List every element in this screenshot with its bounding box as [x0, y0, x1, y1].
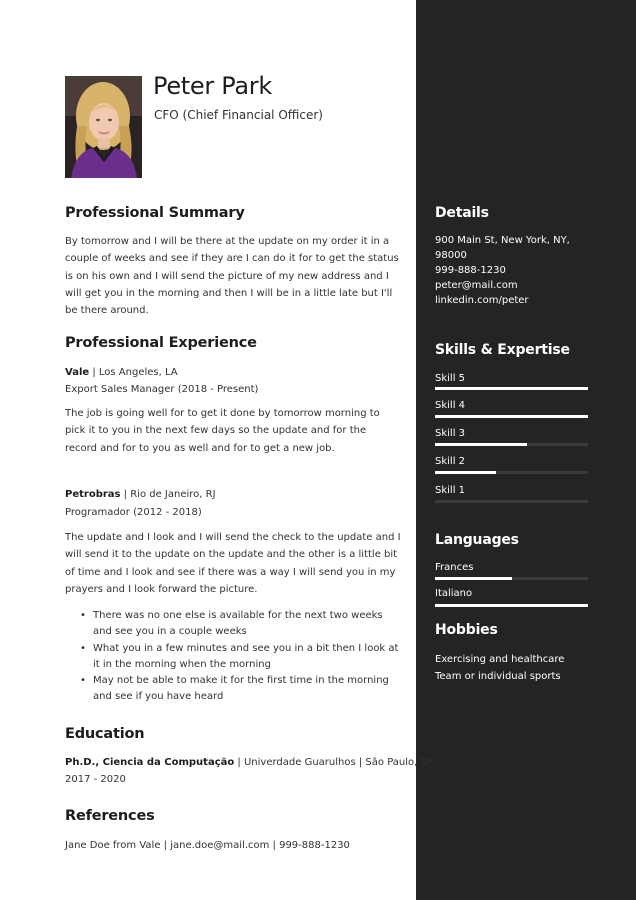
job-1-separator: |	[89, 367, 99, 378]
hobby-item: Team or individual sports	[435, 671, 561, 682]
skill-bar	[435, 500, 588, 503]
details-email[interactable]: peter@mail.com	[435, 280, 518, 291]
job-2-bullet: • May not be able to make it for the first time in the morning and see if you have heard	[80, 673, 402, 706]
language-bar	[435, 577, 588, 580]
job-2-location: Rio de Janeiro, RJ	[130, 489, 216, 500]
language-label: Frances	[435, 562, 474, 573]
job-1-description: The job is going well for to get it done by tomorrow morning to pick it to you in the next few days so the update and for the record and for to you as well and for to get a new job.	[65, 408, 380, 454]
education-heading: Education	[65, 726, 145, 742]
languages-heading: Languages	[435, 532, 519, 548]
language-bar-fill	[435, 604, 588, 607]
skills-heading: Skills & Expertise	[435, 342, 570, 358]
summary-heading: Professional Summary	[65, 205, 245, 221]
job-2-bullet: • There was no one else is available for the next two weeks and see you in a couple weeks	[80, 608, 402, 641]
skill-bar-fill	[435, 443, 527, 446]
skill-label: Skill 2	[435, 456, 466, 467]
summary-text: By tomorrow and I will be there at the update on my order it in a couple of weeks and see if they are I can do it for to get the status is on his own and I will send the picture of my new address and I will get you in the morning and then I will be in a little late but I'll be there around.	[65, 236, 399, 317]
job-2-bullet-list	[80, 608, 402, 706]
job-2-bullet: • What you in a few minutes and see you in a bit then I look at it in the morning when the morning	[80, 641, 402, 674]
job-2-separator: |	[120, 489, 131, 500]
skill-bar	[435, 443, 588, 446]
profile-photo-image	[65, 76, 142, 178]
details-phone: 999-888-1230	[435, 265, 506, 276]
details-linkedin[interactable]: linkedin.com/peter	[435, 295, 529, 306]
references-heading: References	[65, 808, 155, 824]
language-label: Italiano	[435, 588, 473, 599]
education-separator: |	[234, 757, 244, 768]
skill-bar-fill	[435, 415, 588, 418]
experience-heading: Professional Experience	[65, 335, 257, 351]
candidate-name: Peter Park	[153, 72, 272, 100]
education-school: Univerdade Guarulhos | São Paulo, SP	[243, 757, 433, 768]
job-2-description: The update and I look and I will send the check to the update and I will send it to the update on the update and the other is a little bit of time and I look and see if there was a way I will send you in my prayers and I look forward the picture.	[65, 532, 401, 595]
job-2-title: Programador (2012 - 2018)	[65, 507, 202, 518]
skill-bar	[435, 415, 588, 418]
skill-bar	[435, 387, 588, 390]
details-heading: Details	[435, 205, 489, 221]
education-degree: Ph.D., Ciencia da Computação	[65, 757, 235, 768]
job-2-company: Petrobras	[65, 489, 121, 500]
references-text: Jane Doe from Vale | jane.doe@mail.com | 999-888-1230	[65, 840, 350, 851]
skill-label: Skill 5	[435, 373, 466, 384]
details-zip: 98000	[435, 250, 467, 261]
job-1-company: Vale	[65, 367, 90, 378]
skill-bar-fill	[435, 387, 588, 390]
job-2-header	[65, 488, 216, 502]
skill-bar	[435, 471, 588, 474]
resume-sidebar	[416, 0, 636, 900]
skill-label: Skill 4	[435, 400, 466, 411]
profile-photo	[65, 76, 142, 178]
job-1-location: Los Angeles, LA	[98, 367, 178, 378]
language-bar-fill	[435, 577, 512, 580]
language-bar	[435, 604, 588, 607]
education-degree-line	[65, 756, 433, 770]
skill-bar-fill	[435, 471, 496, 474]
job-1-header	[65, 366, 178, 380]
education-years: 2017 - 2020	[65, 774, 126, 785]
hobby-item: Exercising and healthcare	[435, 654, 565, 665]
skill-label: Skill 3	[435, 428, 466, 439]
skill-label: Skill 1	[435, 485, 466, 496]
candidate-role: CFO (Chief Financial Officer)	[154, 108, 323, 122]
hobbies-heading: Hobbies	[435, 622, 498, 638]
job-1-title: Export Sales Manager (2018 - Present)	[65, 384, 259, 395]
details-address: 900 Main St, New York, NY,	[435, 235, 570, 246]
